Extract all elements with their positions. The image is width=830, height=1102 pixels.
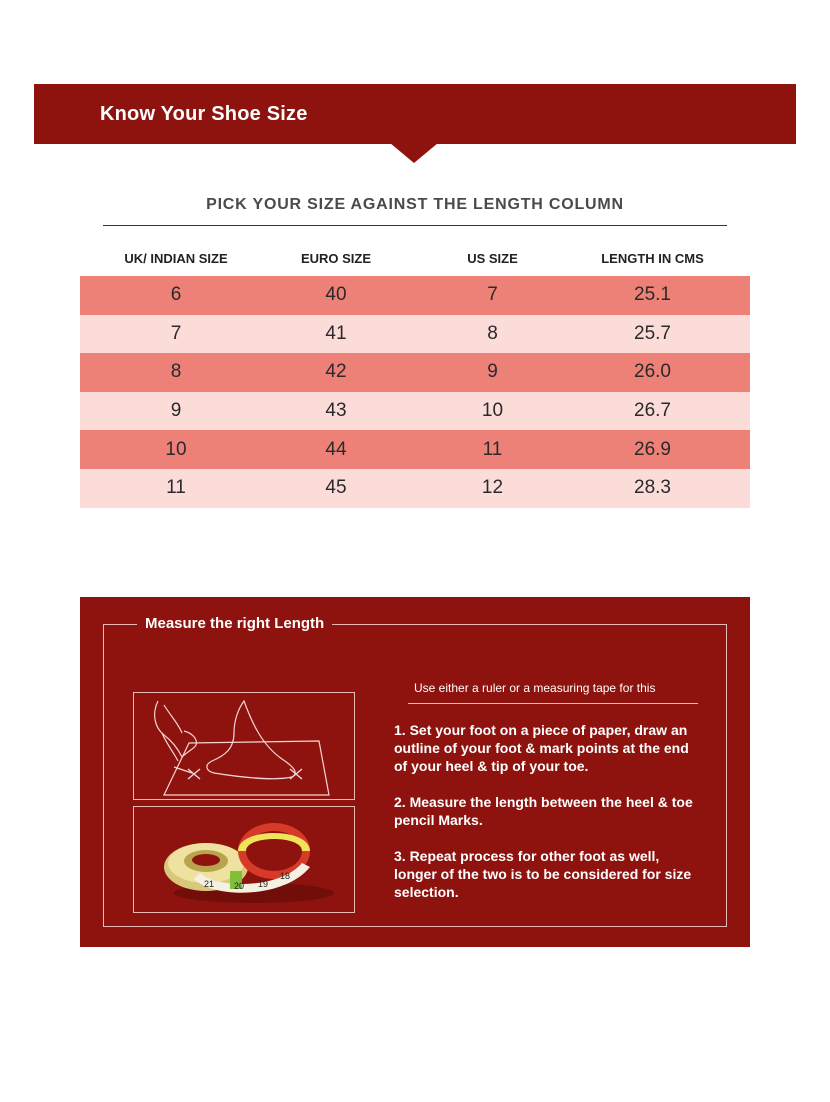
cell-euro: 42 (325, 361, 347, 383)
cell-uk-indian: 10 (165, 438, 187, 460)
tape-number: 19 (258, 879, 269, 889)
measuring-tape-icon (134, 807, 354, 912)
cell-length: 25.1 (634, 284, 671, 306)
column-header-euro: EURO SIZE (300, 250, 372, 266)
cell-us: 9 (487, 361, 498, 383)
instruction-step-3: 3. Repeat process for other foot as well, longer of the two is to be considered for size selection. (394, 848, 692, 900)
column-header-uk-indian: UK/ INDIAN SIZE (124, 250, 228, 266)
cell-us: 8 (487, 322, 498, 344)
subtitle-divider (103, 225, 727, 226)
foot-outline-drawing-icon (134, 693, 354, 799)
cell-uk-indian: 6 (170, 284, 182, 306)
table-row (80, 315, 750, 354)
cell-us: 7 (487, 284, 498, 306)
cell-uk-indian: 9 (170, 400, 182, 422)
guide-title: Measure the right Length (137, 615, 332, 632)
cell-length: 25.7 (634, 322, 671, 344)
table-row (80, 353, 750, 392)
cell-length: 26.7 (634, 400, 671, 422)
cell-length: 28.3 (634, 477, 671, 499)
cell-euro: 45 (325, 477, 347, 499)
cell-uk-indian: 7 (170, 322, 182, 344)
cell-us: 12 (481, 477, 504, 499)
foot-tracing-illustration (133, 692, 355, 800)
column-header-us: US SIZE (467, 250, 518, 266)
cell-euro: 41 (325, 322, 347, 344)
table-row (80, 430, 750, 469)
instruction-heading: Use either a ruler or a measuring tape for this (414, 681, 656, 695)
tape-number: 21 (204, 879, 215, 889)
measuring-tape-illustration (133, 806, 355, 913)
banner-notch-arrow (390, 143, 438, 163)
table-header-row (80, 240, 750, 276)
column-header-length: LENGTH IN CMS (601, 250, 704, 266)
cell-euro: 40 (325, 284, 347, 306)
tape-number: 18 (280, 871, 291, 881)
instruction-divider (408, 703, 698, 704)
size-chart-table (80, 240, 750, 508)
cell-length: 26.0 (634, 361, 671, 383)
page-title: Know Your Shoe Size (100, 103, 308, 125)
instruction-step-2: 2. Measure the length between the heel & toe pencil Marks. (394, 794, 693, 828)
instruction-step-1: 1. Set your foot on a piece of paper, draw an outline of your foot & mark points at the end of your heel & tip of your toe. (394, 722, 689, 774)
cell-us: 10 (481, 400, 504, 422)
cell-length: 26.9 (634, 438, 671, 460)
tape-number: 20 (234, 881, 245, 891)
table-subtitle: PICK YOUR SIZE AGAINST THE LENGTH COLUMN (206, 196, 624, 213)
measurement-guide-panel (80, 597, 750, 947)
header-banner (34, 84, 796, 144)
table-row (80, 469, 750, 508)
cell-us: 11 (482, 438, 503, 460)
cell-euro: 44 (325, 438, 347, 460)
cell-euro: 43 (325, 400, 347, 422)
cell-uk-indian: 8 (170, 361, 182, 383)
table-row (80, 276, 750, 315)
table-row (80, 392, 750, 431)
cell-uk-indian: 11 (166, 477, 186, 499)
